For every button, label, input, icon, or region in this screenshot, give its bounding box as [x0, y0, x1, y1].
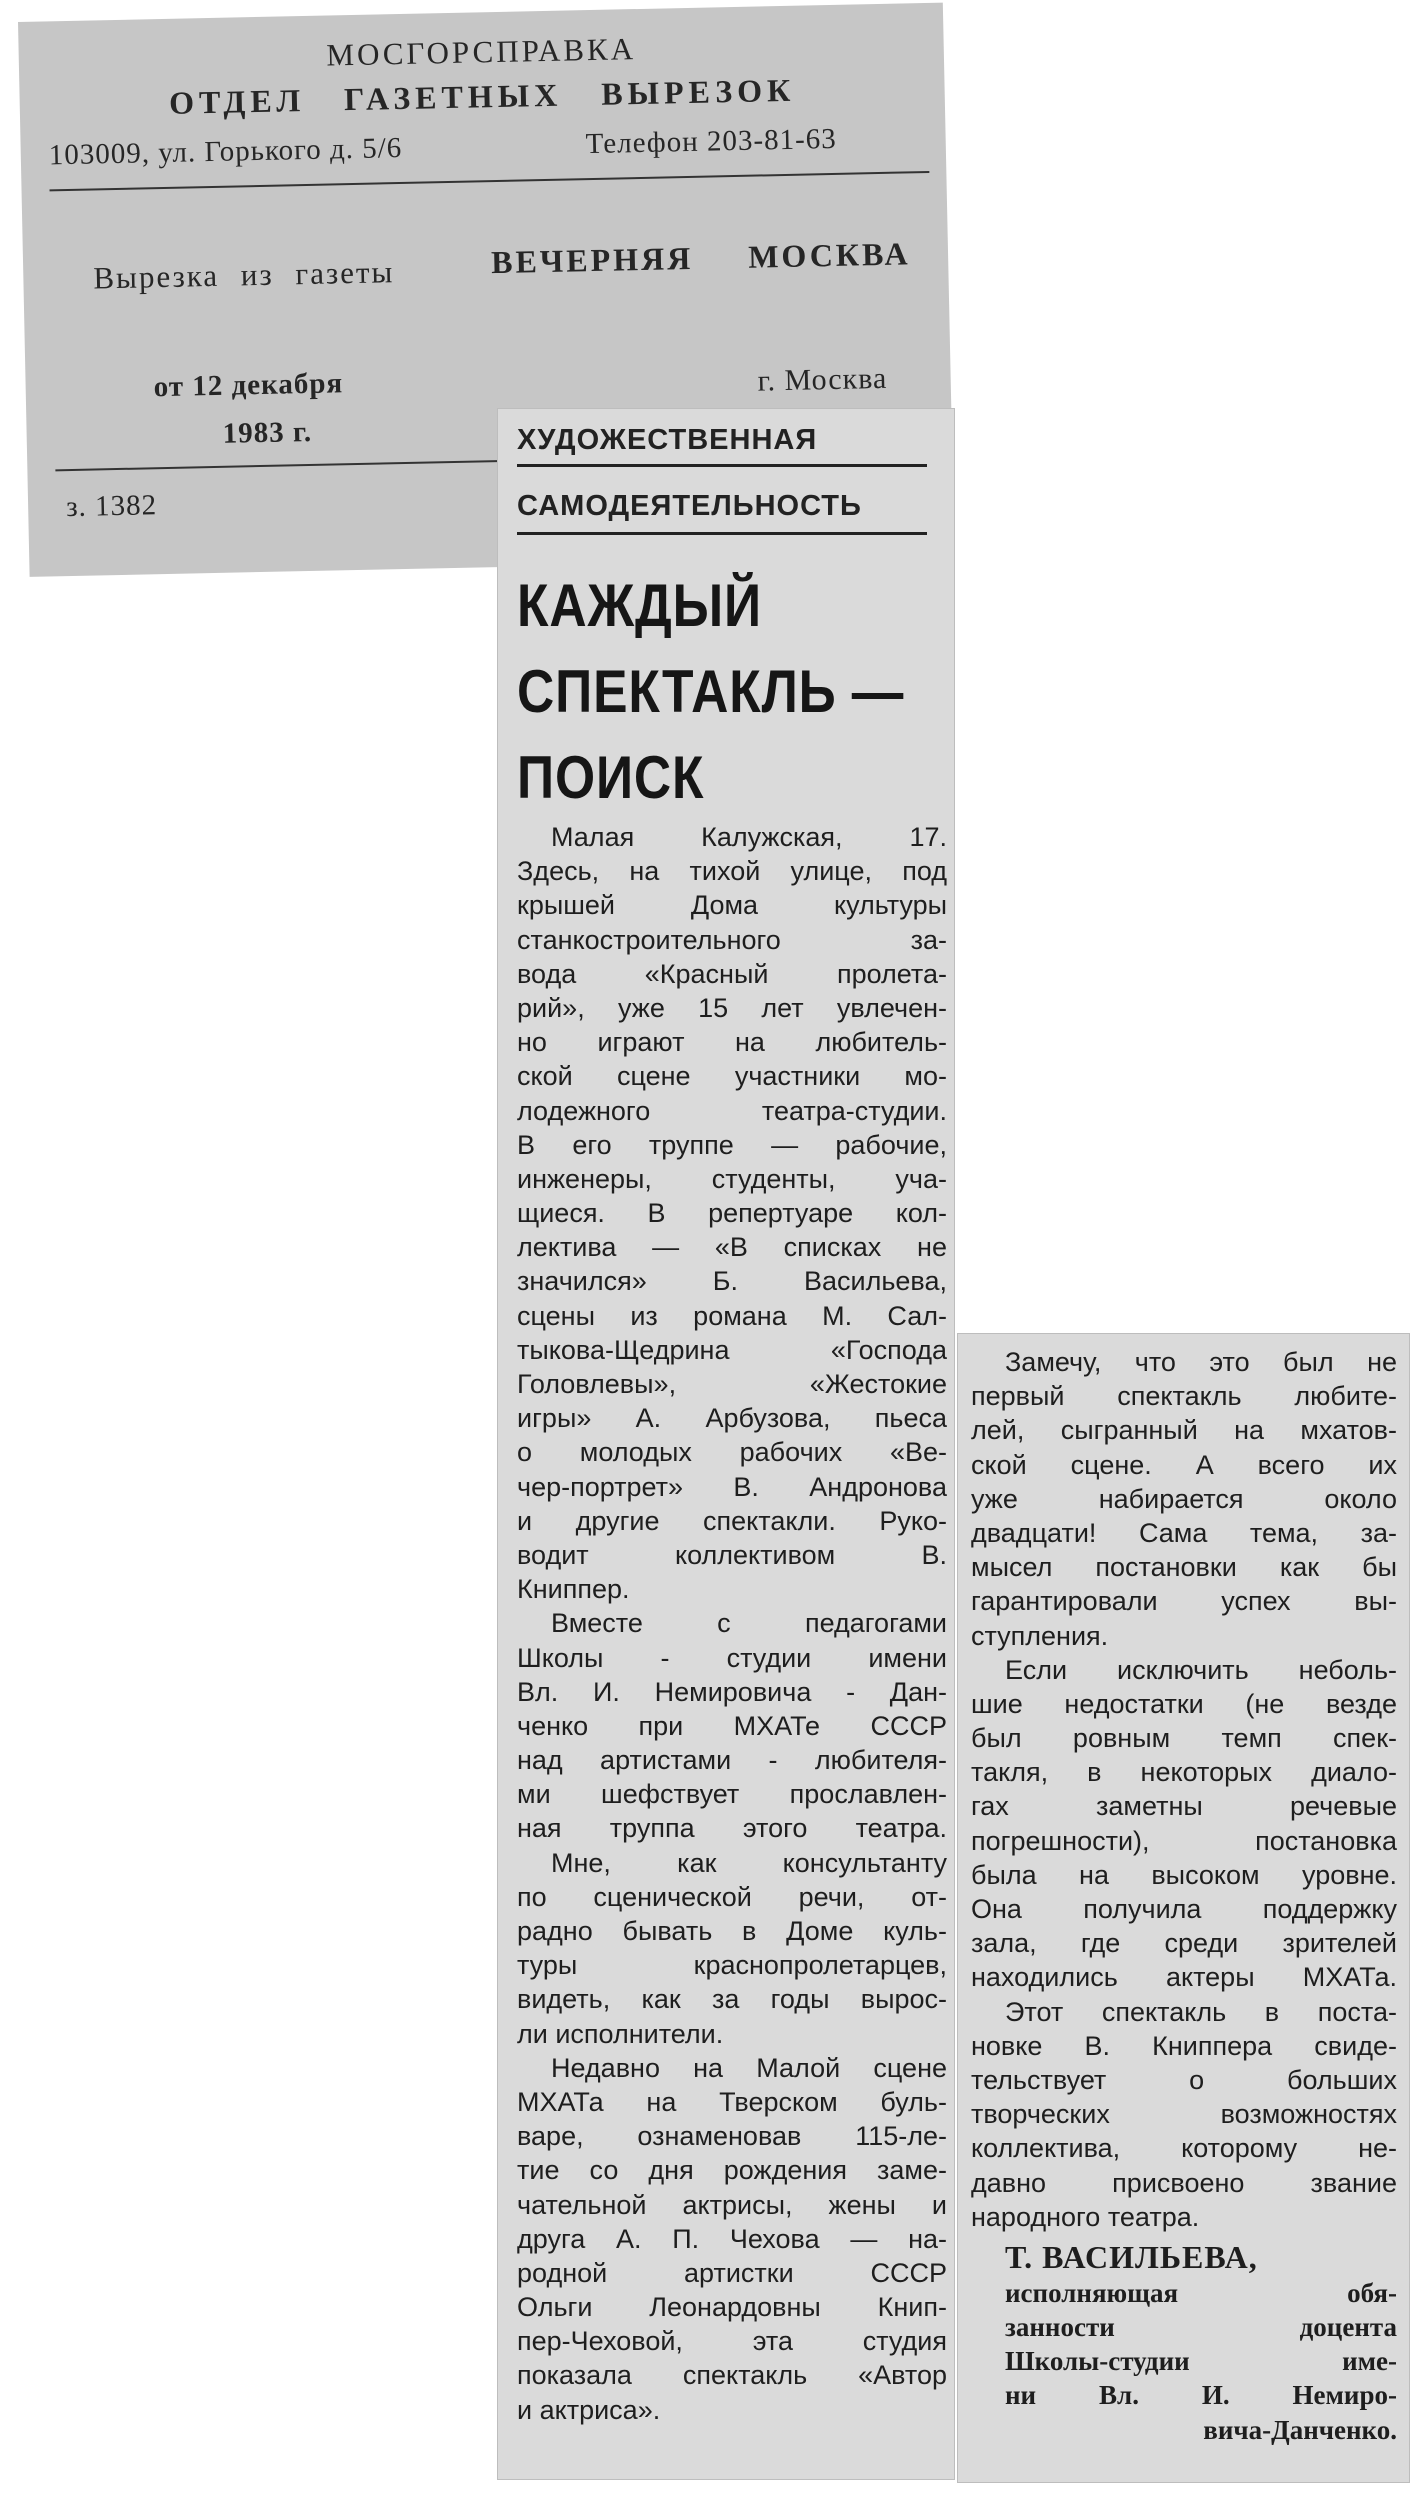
- text-line: родной артистки СССР: [517, 2257, 947, 2288]
- article-column-2: [957, 1333, 1410, 2483]
- text-line: зала, где среди зрителей: [971, 1928, 1397, 1959]
- text-line: Недавно на Малой сцене: [551, 2052, 947, 2083]
- text-line: видеть, как за годы вырос-: [517, 1984, 947, 2015]
- text-line: Этот спектакль в поста-: [1005, 1996, 1397, 2027]
- text-line: тыкова-Щедрина «Господа: [517, 1334, 947, 1365]
- text-line: Школы - студии имени: [517, 1642, 947, 1673]
- text-line: водит коллективом В.: [517, 1539, 947, 1570]
- text-line: ченко при МХАТе СССР: [517, 1710, 947, 1741]
- text-line: игры» А. Арбузова, пьеса: [517, 1403, 947, 1434]
- issue-date: от 12 декабря: [153, 367, 344, 404]
- author-name: Т. ВАСИЛЬЕВА,: [1005, 2238, 1258, 2275]
- text-line: была на высоком уровне.: [971, 1859, 1397, 1890]
- text-line: Если исключить неболь-: [1005, 1654, 1397, 1685]
- text-line: первый спектакль любите-: [971, 1381, 1397, 1412]
- text-line: народного театра.: [971, 2201, 1200, 2232]
- text-line: тельствует о больших: [971, 2064, 1397, 2095]
- text-line: Здесь, на тихой улице, под: [517, 856, 947, 887]
- text-line: МХАТа на Тверском буль-: [517, 2086, 947, 2117]
- text-line: В его труппе — рабочие,: [517, 1129, 947, 1160]
- text-line: по сценической речи, от-: [517, 1881, 947, 1912]
- text-line: лодежного театра-студии.: [517, 1095, 947, 1126]
- text-line: давно присвоено звание: [971, 2167, 1397, 2198]
- department-name: ОТДЕЛ ГАЗЕТНЫХ ВЫРЕЗОК: [168, 71, 796, 121]
- text-line: погрешности), постановка: [971, 1825, 1397, 1856]
- text-line: но играют на любитель-: [517, 1027, 947, 1058]
- text-line: Вместе с педагогами: [551, 1608, 947, 1639]
- text-line: тие со дня рождения заме-: [517, 2155, 947, 2186]
- author-title-line: занности доцента: [1005, 2312, 1397, 2343]
- agency-address: 103009, ул. Горького д. 5/6: [48, 131, 403, 172]
- text-line: сцены из романа М. Сал-: [517, 1300, 947, 1331]
- rubric-rule: [517, 532, 927, 535]
- label-divider: [50, 171, 930, 191]
- text-line: и другие спектакли. Руко-: [517, 1505, 947, 1536]
- text-line: лей, сыгранный на мхатов-: [971, 1415, 1397, 1446]
- text-line: значился» Б. Васильева,: [517, 1266, 947, 1297]
- author-title-line: ни Вл. И. Немиро-: [1005, 2380, 1397, 2411]
- text-line: гарантировали успех вы-: [971, 1586, 1397, 1617]
- text-line: крышей Дома культуры: [517, 890, 947, 921]
- issue-city: г. Москва: [757, 361, 888, 398]
- text-line: и актриса».: [517, 2394, 661, 2425]
- newspaper-name: ВЕЧЕРНЯЯ МОСКВА: [490, 235, 911, 281]
- text-line: показала спектакль «Автор: [517, 2360, 947, 2391]
- article-headline: [517, 563, 905, 821]
- text-line: щиеся. В репертуаре кол-: [517, 1198, 947, 1229]
- order-number: з. 1382: [65, 489, 158, 524]
- text-line: ступления.: [971, 1620, 1109, 1651]
- text-line: Малая Калужская, 17.: [551, 822, 947, 852]
- text-line: Мне, как консультанту: [551, 1847, 947, 1878]
- agency-name: МОСГОРСПРАВКА: [326, 31, 637, 73]
- text-line: инженеры, студенты, уча-: [517, 1163, 947, 1194]
- text-line: варе, ознаменовав 115-ле-: [517, 2121, 947, 2152]
- headline-line: СПЕКТАКЛЬ —: [517, 658, 905, 725]
- article-body-column-1: [517, 820, 947, 2427]
- text-line: новке В. Книппера свиде-: [971, 2030, 1397, 2061]
- agency-phone: Телефон 203-81-63: [585, 122, 838, 161]
- article-body-column-2: [971, 1345, 1397, 2447]
- cutting-from-label: Вырезка из газеты: [93, 254, 395, 296]
- text-line: ми шефствует прославлен-: [517, 1779, 947, 1810]
- text-line: находились актеры МХАТа.: [971, 1962, 1397, 1993]
- text-line: ской сцене. А всего их: [971, 1449, 1397, 1480]
- author-title-line: Школы-студии име-: [1005, 2346, 1397, 2377]
- headline-line: КАЖДЫЙ: [517, 572, 762, 639]
- text-line: вода «Красный пролета-: [517, 958, 947, 989]
- text-line: туры краснопролетарцев,: [517, 1950, 947, 1981]
- headline-line: ПОИСК: [517, 744, 705, 811]
- text-line: шие недостатки (не везде: [971, 1688, 1397, 1719]
- text-line: ная труппа этого театра.: [517, 1813, 947, 1844]
- text-line: был ровным темп спек-: [971, 1723, 1397, 1754]
- text-line: коллектива, которому не-: [971, 2133, 1397, 2164]
- text-line: уже набирается около: [971, 1483, 1397, 1514]
- text-line: ской сцене участники мо-: [517, 1061, 947, 1092]
- author-title-line: исполняющая обя-: [1005, 2277, 1397, 2308]
- issue-year: 1983 г.: [222, 415, 313, 450]
- text-line: друга А. П. Чехова — на-: [517, 2223, 947, 2254]
- text-line: двадцати! Сама тема, за-: [971, 1517, 1397, 1548]
- text-line: рий», уже 15 лет увлечен-: [517, 992, 947, 1023]
- rubric-line: ХУДОЖЕСТВЕННАЯ: [517, 424, 818, 456]
- text-line: ли исполнители.: [517, 2018, 724, 2049]
- article-column-1: [497, 408, 955, 2480]
- text-line: гах заметны речевые: [971, 1791, 1397, 1822]
- text-line: чер-портрет» В. Андронова: [517, 1471, 947, 1502]
- author-title-line: вича-Данченко.: [1203, 2414, 1397, 2445]
- text-line: Головлевы», «Жестокие: [517, 1369, 947, 1399]
- text-line: Книппер.: [517, 1574, 630, 1605]
- text-line: такля, в некоторых диало-: [971, 1757, 1397, 1788]
- rubric-line: САМОДЕЯТЕЛЬНОСТЬ: [517, 490, 862, 522]
- text-line: Она получила поддержку: [971, 1894, 1397, 1924]
- text-line: радно бывать в Доме куль-: [517, 1916, 947, 1946]
- text-line: Вл. И. Немировича - Дан-: [517, 1676, 947, 1707]
- text-line: лектива — «В списках не: [517, 1232, 947, 1263]
- text-line: пер-Чеховой, эта студия: [517, 2326, 947, 2357]
- text-line: Замечу, что это был не: [1005, 1347, 1397, 1377]
- text-line: о молодых рабочих «Ве-: [517, 1437, 947, 1468]
- text-line: мысел постановки как бы: [971, 1552, 1397, 1583]
- text-line: станкостроительного за-: [517, 924, 947, 955]
- text-line: чательной актрисы, жены и: [517, 2189, 947, 2220]
- text-line: над артистами - любителя-: [517, 1745, 947, 1776]
- text-line: Ольги Леонардовны Книп-: [517, 2292, 947, 2323]
- text-line: творческих возможностях: [971, 2099, 1397, 2130]
- rubric-rule: [517, 464, 927, 467]
